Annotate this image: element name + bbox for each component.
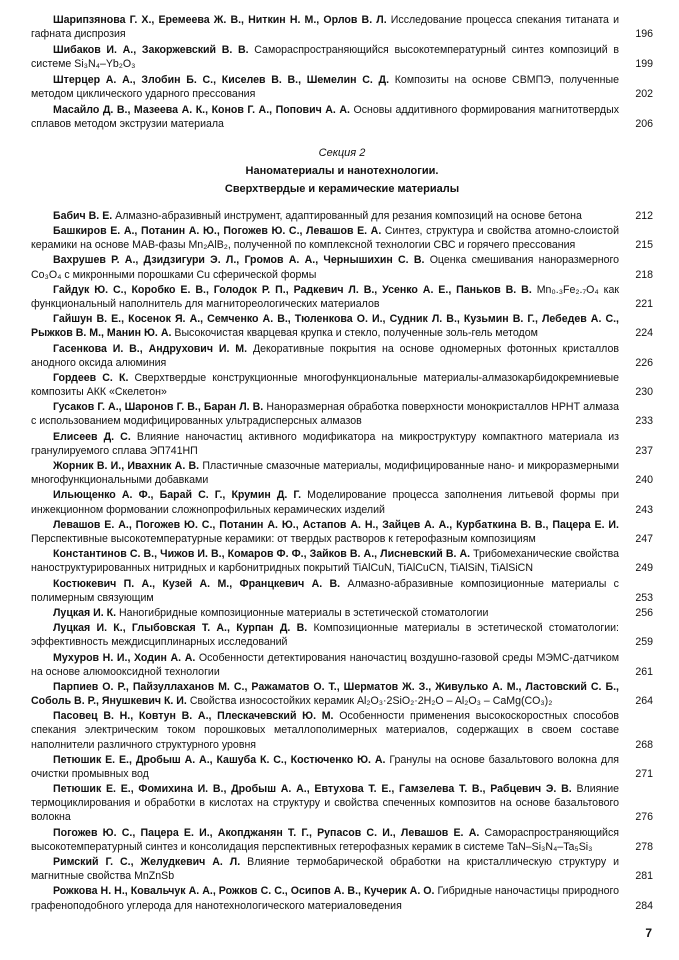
entry-page-number: 199 <box>635 58 653 71</box>
entry-title: Декоративные покрытия на основе одномерных фотонных кристаллов анодного оксида алюминия <box>31 342 619 369</box>
entry-title: Гранулы на основе базальтового волокна для очистки промывных вод <box>31 753 619 780</box>
entry-title: Высокочистая кварцевая крупка и стекло, полученные золь-гель методом <box>174 327 538 340</box>
entry-authors: Ильющенко А. Ф., Барай С. Г., Крумин Д. Г. <box>53 489 302 502</box>
entry-title: Композиционные материалы в эстетической стоматологии: эффективность междисциплинарных исследований <box>31 622 619 649</box>
toc-entry <box>31 753 653 781</box>
toc-entry <box>31 400 653 428</box>
entry-authors: Рожкова Н. Н., Ковальчук А. А., Рожков С. С., Осипов А. В., Кучерик А. О. <box>53 885 435 898</box>
entry-title: Алмазно-абразивный инструмент, адаптированный для резания композиций на основе бетона <box>115 209 582 222</box>
entry-title: Моделирование процесса заполнения литьевой формы при инжекционном формовании сложнопрофильных керамических изделий <box>31 489 619 516</box>
entry-title: Композиты на основе СВМПЭ, полученные методом циклического ударного прессования <box>31 74 619 101</box>
toc-entries-section-2 <box>31 209 653 913</box>
toc-entry <box>31 103 653 132</box>
table-of-contents <box>31 13 653 914</box>
entry-authors: Луцкая И. К., Глыбовская Т. А., Курпан Д. В. <box>53 622 308 635</box>
entry-title: Влияние термоциклирования и обработки в кислотах на структуру и свойства спеченных композитов на основе базальтового волокна <box>31 783 620 824</box>
entry-page-number: 284 <box>635 899 653 912</box>
entry-authors: Бабич В. Е. <box>53 209 113 222</box>
entry-title: Основы аддитивного формирования магнитотвердых сплавов методом экструзии материала <box>31 104 619 131</box>
toc-entry <box>31 488 653 516</box>
entry-authors: Луцкая И. К. <box>53 606 117 619</box>
toc-entry <box>31 13 653 42</box>
entry-page-number: 226 <box>635 356 653 369</box>
section-header <box>31 146 653 197</box>
entry-page-number: 206 <box>635 118 653 131</box>
entry-authors: Гайшун В. Е., Косенок Я. А., Семченко А. В., Тюленкова О. И., Судник Л. В., Кузьмин В. Г., Лебедев А. С., Рыжков В. М., Манин Ю. А. <box>31 313 619 340</box>
entry-page-number: 212 <box>635 209 653 222</box>
toc-entry <box>31 371 653 399</box>
entry-title: Mn₀.₃Fe₂.₇O₄ как функциональный наполнитель для магнитореологических материалов <box>31 283 619 310</box>
toc-entry <box>31 577 653 605</box>
toc-entry <box>31 430 653 458</box>
entry-title: Свойства износостойких керамик Al₂O₃·2SiO₂·2H₂O – Al₂O₃ – CaMg(CO₃)₂ <box>189 695 553 708</box>
entry-page-number: 237 <box>635 444 653 457</box>
entry-authors: Петюшик Е. Е., Дробыш А. А., Кашуба К. С., Костюченко Ю. А. <box>53 753 386 766</box>
entry-authors: Шарипзянова Г. Х., Еремеева Ж. В., Ниткин Н. М., Орлов В. Л. <box>53 14 387 26</box>
entry-page-number: 259 <box>635 636 653 649</box>
entry-title: Алмазно-абразивные композиционные материалы с полимерным связующим <box>31 577 619 604</box>
entry-title: Трибомеханические свойства наноструктурированных нитридных и карбонитридных покрытий TiAlCuN, TiAlCuCN, TiAlSiN, TiAlSiCN <box>31 548 619 575</box>
entry-authors: Петюшик Е. Е., Фомихина И. В., Дробыш А. А., Евтухова Т. Е., Гамзелева Т. В., Рабцевич Э. В. <box>53 783 572 796</box>
entry-authors: Елисеев Д. С. <box>53 430 131 443</box>
toc-entry <box>31 855 653 883</box>
entry-page-number: 256 <box>635 606 653 619</box>
entry-title: Влияние термобарической обработки на кристаллическую структуру и магнитные свойства MnZnSb <box>31 856 619 883</box>
entry-page-number: 218 <box>635 268 653 281</box>
toc-entry <box>31 43 653 72</box>
entry-page-number: 202 <box>635 88 653 101</box>
toc-entry <box>31 606 653 620</box>
toc-entry <box>31 547 653 575</box>
entry-authors: Гусаков Г. А., Шаронов Г. В., Баран Л. В. <box>53 401 264 414</box>
entry-authors: Масайло Д. В., Мазеева А. К., Конов Г. А., Попович А. А. <box>53 104 350 116</box>
entry-authors: Жорник В. И., Ивахник А. В. <box>53 460 200 473</box>
entry-page-number: 261 <box>635 665 653 678</box>
entry-page-number: 276 <box>635 811 653 824</box>
entry-page-number: 215 <box>635 239 653 252</box>
toc-entry <box>31 209 653 223</box>
toc-entry <box>31 342 653 370</box>
entry-authors: Гасенкова И. В., Андрухович И. М. <box>53 342 248 355</box>
entry-title: Наногибридные композиционные материалы в эстетической стоматологии <box>119 606 489 619</box>
entry-authors: Константинов С. В., Чижов И. В., Комаров Ф. Ф., Зайков В. А., Лисневский В. А. <box>53 548 471 561</box>
entry-page-number: 233 <box>635 415 653 428</box>
entry-page-number: 264 <box>635 695 653 708</box>
entry-authors: Башкиров Е. А., Потанин А. Ю., Погожев Ю. С., Левашов Е. А. <box>53 225 382 238</box>
entry-authors: Левашов Е. А., Погожев Ю. С., Потанин А. Ю., Астапов А. Н., Зайцев А. А., Курбаткина В. В., Пацера Е. И. <box>53 518 619 531</box>
toc-entry <box>31 73 653 102</box>
entry-title: Особенности детектирования наночастиц воздушно-газовой среды МЭМС-датчиком на основе алюмооксидной технологии <box>31 651 619 678</box>
entry-page-number: 278 <box>635 840 653 853</box>
entry-authors: Шибаков И. А., Закоржевский В. В. <box>53 44 249 56</box>
toc-entry <box>31 826 653 854</box>
toc-entry <box>31 709 653 751</box>
page-number: 7 <box>645 926 652 940</box>
entry-title: Наноразмерная обработка поверхности монокристаллов НРНТ алмаза с использованием модифицированных ультрадисперсных алмазов <box>31 401 619 428</box>
toc-entry <box>31 518 653 546</box>
entry-authors: Парпиев О. Р., Пайзуллаханов М. С., Ражаматов О. Т., Шерматов Ж. З., Живулько А. М., Ластовский С. Б., Соболь В. Р., Янушкевич К. И. <box>31 681 619 708</box>
entry-page-number: 243 <box>635 503 653 516</box>
entry-page-number: 253 <box>635 591 653 604</box>
entry-authors: Гордеев С. К. <box>53 371 129 384</box>
entry-title: Сверхтвердые конструкционные многофункциональные материалы-алмазокарбидокремниевые композиты АКК «Скелетон» <box>31 371 619 399</box>
toc-entry <box>31 651 653 679</box>
entry-page-number: 196 <box>635 28 653 41</box>
entry-authors: Штерцер А. А., Злобин Б. С., Киселев В. В., Шемелин С. Д. <box>53 74 390 86</box>
entry-page-number: 221 <box>635 297 653 310</box>
toc-entry <box>31 782 653 824</box>
entry-title: Особенности применения высокоскоростных способов спекания электрическим током порошковых металлополимерных материалов, содержащих в своем составе наполнители различного структурного уровня <box>31 710 619 751</box>
toc-entry <box>31 459 653 487</box>
toc-entry <box>31 884 653 912</box>
entry-page-number: 281 <box>635 870 653 883</box>
section-title-line2: Сверхтвердые и керамические материалы <box>224 182 460 195</box>
entry-title: Самораспространяющийся высокотемпературный синтез композиций в системе Si₃N₄–Yb₂O₃ <box>31 44 619 71</box>
entry-title: Влияние наночастиц активного модификатора на микроструктуру компактного материала из гранулируемого сплава ЭП741НП <box>31 430 620 457</box>
toc-entry <box>31 680 653 708</box>
entry-authors: Пасовец В. Н., Ковтун В. А., Плескачевский Ю. М. <box>53 710 334 723</box>
entry-title: Пластичные смазочные материалы, модифицированные нано- и микроразмерными многофункциональными добавками <box>31 460 619 487</box>
entry-authors: Вахрушев Р. А., Дзидзигури Э. Л., Громов А. А., Чернышихин С. В. <box>53 254 425 267</box>
toc-entry <box>31 312 653 340</box>
entry-page-number: 268 <box>635 738 653 751</box>
toc-entry <box>31 224 653 252</box>
entry-authors: Римский Г. С., Желудкевич А. Л. <box>53 856 241 869</box>
entry-page-number: 240 <box>635 474 653 487</box>
entry-title: Синтез, структура и свойства атомно-слоистой керамики на основе MAB-фазы Mn₂AlB₂, полученной по комплексной технологии СВС и горячего прессования <box>31 225 619 252</box>
entry-title: Гибридные наночастицы природного графеноподобного углерода для нанотехнологического материаловедения <box>31 885 619 912</box>
entry-page-number: 249 <box>635 562 653 575</box>
entry-authors: Мухуров Н. И., Ходин А. А. <box>53 651 196 664</box>
section-title-line1: Наноматериалы и нанотехнологии. <box>245 164 439 177</box>
entry-page-number: 224 <box>635 327 653 340</box>
entry-title: Исследование процесса спекания титаната и гафната диспрозия <box>31 14 619 41</box>
entry-authors: Погожев Ю. С., Пацера Е. И., Акопджанян Т. Г., Рупасов С. И., Левашов Е. А. <box>53 826 480 839</box>
toc-entries-before-section <box>31 13 653 132</box>
entry-page-number: 271 <box>635 767 653 780</box>
section-label: Секция 2 <box>318 146 366 159</box>
entry-page-number: 230 <box>635 386 653 399</box>
entry-authors: Костюкевич П. А., Кузей А. М., Францкевич А. В. <box>53 577 341 590</box>
toc-entry <box>31 253 653 281</box>
toc-entry <box>31 621 653 649</box>
toc-entry <box>31 283 653 311</box>
entry-title: Самораспространяющийся высокотемпературный синтез и консолидация перспективных гетерофазных керамик в системе TaN–Si₃N₄–Ta₅Si₃ <box>31 826 619 853</box>
entry-title: Перспективные высокотемпературные керамики: от твердых растворов к гетерофазным композициям <box>31 532 536 545</box>
entry-title: Оценка смешивания наноразмерного Co₃O₄ с микронными порошками Cu сферической формы <box>31 254 619 281</box>
entry-page-number: 247 <box>635 532 653 545</box>
entry-authors: Гайдук Ю. С., Коробко Е. В., Голодок Р. П., Радкевич Л. В., Усенко А. Е., Паньков В. В. <box>53 283 532 296</box>
